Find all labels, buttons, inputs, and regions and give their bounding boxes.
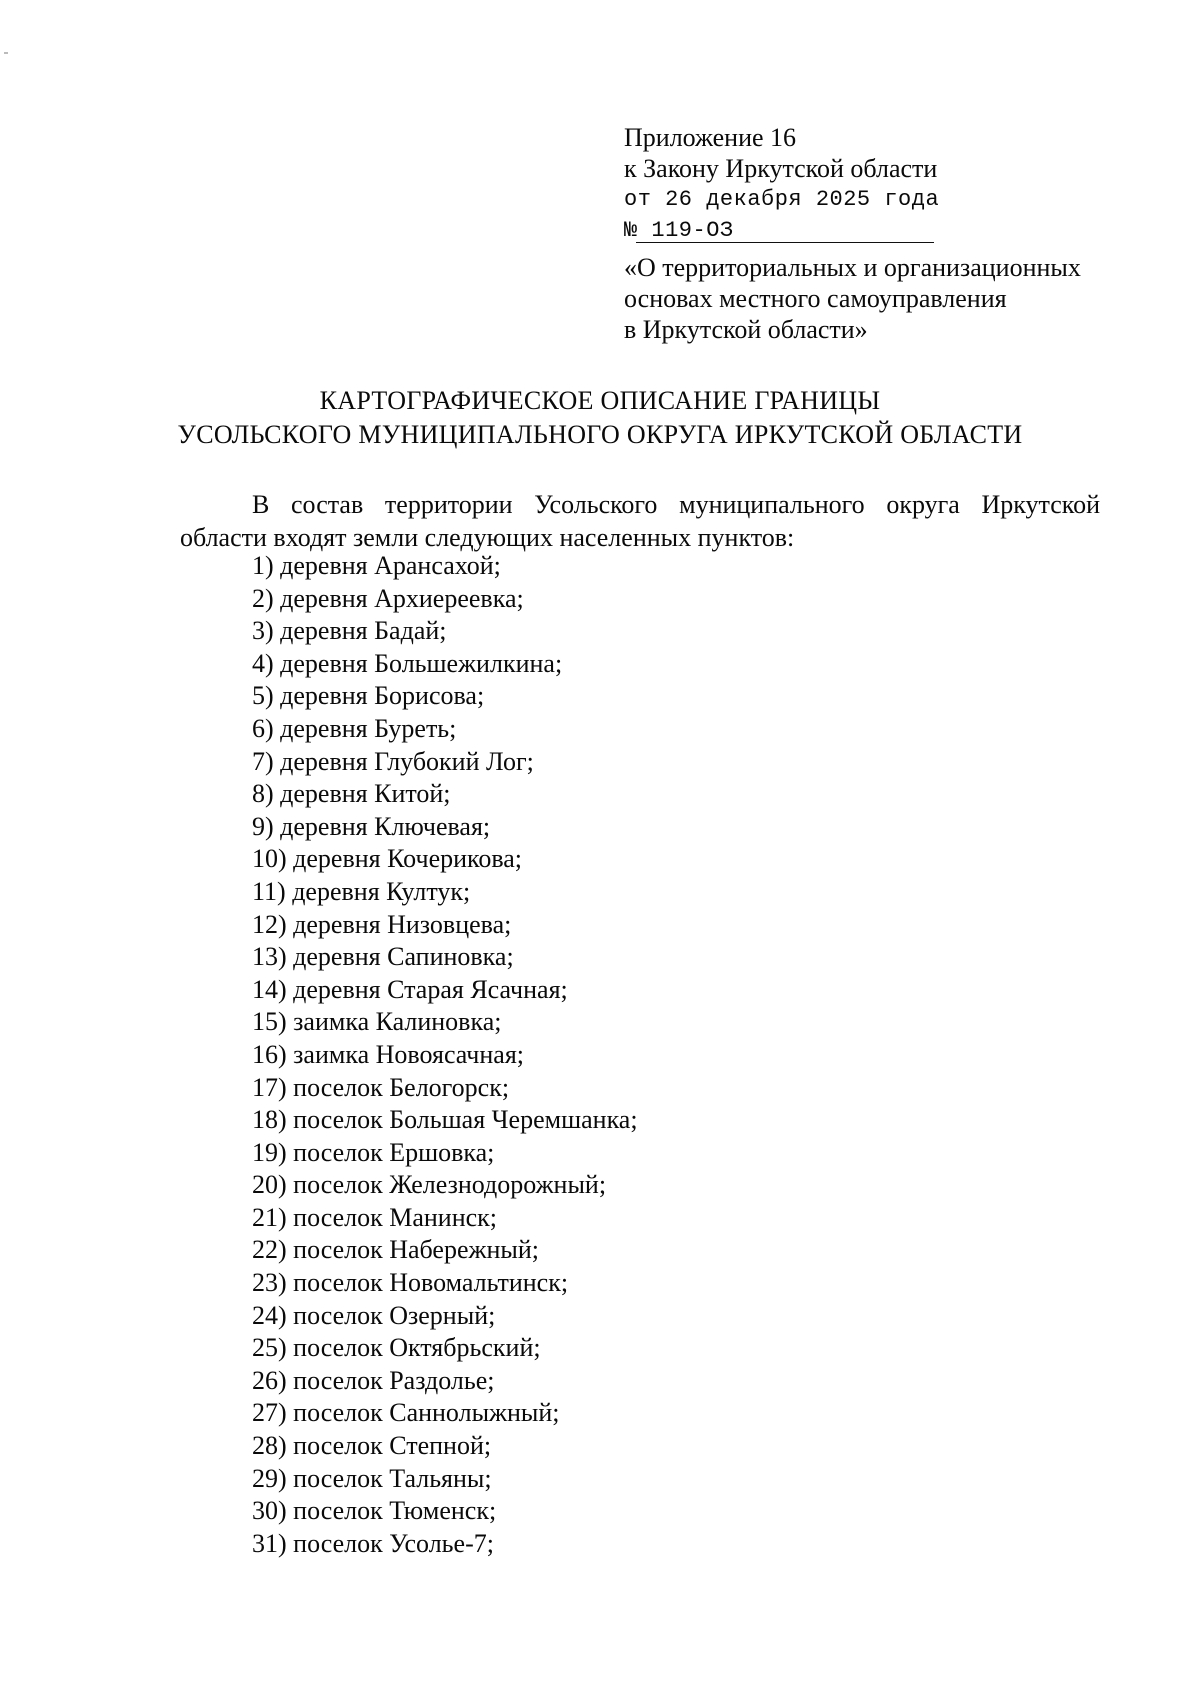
list-item: 13) деревня Сапиновка; bbox=[252, 942, 514, 972]
intro-paragraph: В состав территории Усольского муниципального округа Иркутской области входят земли следующих населенных пунктов: bbox=[180, 490, 1100, 552]
list-item: 26) поселок Раздолье; bbox=[252, 1365, 495, 1395]
document-title-line-2: УСОЛЬСКОГО МУНИЦИПАЛЬНОГО ОКРУГА ИРКУТСКОЙ ОБЛАСТИ bbox=[177, 420, 1023, 449]
list-item: 18) поселок Большая Черемшанка; bbox=[252, 1105, 638, 1135]
list-item: 10) деревня Кочерикова; bbox=[252, 844, 523, 874]
law-title-line-2: основах местного самоуправления bbox=[624, 284, 1007, 313]
list-item: 3) деревня Бадай; bbox=[252, 616, 447, 646]
document-title bbox=[60, 384, 1140, 452]
law-number-row bbox=[624, 215, 934, 246]
list-item: 8) деревня Китой; bbox=[252, 779, 451, 809]
list-item: 30) поселок Тюменск; bbox=[252, 1496, 497, 1526]
appendix-header bbox=[624, 122, 1144, 345]
document-title-line-1: КАРТОГРАФИЧЕСКОЕ ОПИСАНИЕ ГРАНИЦЫ bbox=[319, 386, 881, 415]
list-item: 6) деревня Буреть; bbox=[252, 713, 457, 743]
appendix-number: Приложение 16 bbox=[624, 123, 797, 152]
list-item: 21) поселок Манинск; bbox=[252, 1202, 498, 1232]
list-item: 25) поселок Октябрьский; bbox=[252, 1333, 541, 1363]
list-item: 29) поселок Тальяны; bbox=[252, 1463, 492, 1493]
list-item: 2) деревня Архиереевка; bbox=[252, 583, 524, 613]
list-item: 28) поселок Степной; bbox=[252, 1431, 492, 1461]
list-item: 23) поселок Новомальтинск; bbox=[252, 1268, 569, 1298]
list-item: 17) поселок Белогорск; bbox=[252, 1072, 510, 1102]
list-item: 14) деревня Старая Ясачная; bbox=[252, 974, 568, 1004]
settlement-list bbox=[252, 550, 638, 1560]
scan-mark bbox=[4, 52, 8, 54]
law-title-line-3: в Иркутской области» bbox=[624, 315, 868, 344]
list-item: 9) деревня Ключевая; bbox=[252, 811, 491, 841]
list-item: 20) поселок Железнодорожный; bbox=[252, 1170, 607, 1200]
law-title-line-1: «О территориальных и организационных bbox=[624, 253, 1081, 282]
list-item: 19) поселок Ершовка; bbox=[252, 1137, 495, 1167]
list-item: 4) деревня Большежилкина; bbox=[252, 648, 563, 678]
list-item: 31) поселок Усолье-7; bbox=[252, 1528, 494, 1558]
appendix-law-reference: к Закону Иркутской области bbox=[624, 154, 938, 183]
list-item: 5) деревня Борисова; bbox=[252, 681, 485, 711]
law-date: от 26 декабря 2025 года bbox=[624, 187, 940, 212]
list-item: 11) деревня Култук; bbox=[252, 876, 471, 906]
list-item: 12) деревня Низовцева; bbox=[252, 909, 512, 939]
list-item: 7) деревня Глубокий Лог; bbox=[252, 746, 534, 776]
list-item: 15) заимка Калиновка; bbox=[252, 1007, 502, 1037]
list-item: 24) поселок Озерный; bbox=[252, 1300, 496, 1330]
list-item: 27) поселок Саннолыжный; bbox=[252, 1398, 560, 1428]
list-item: 1) деревня Арансахой; bbox=[252, 551, 501, 580]
list-item: 16) заимка Новоясачная; bbox=[252, 1039, 525, 1069]
list-item: 22) поселок Набережный; bbox=[252, 1235, 539, 1265]
law-number-underline bbox=[636, 242, 934, 243]
law-number: № 119-ОЗ bbox=[624, 218, 734, 243]
